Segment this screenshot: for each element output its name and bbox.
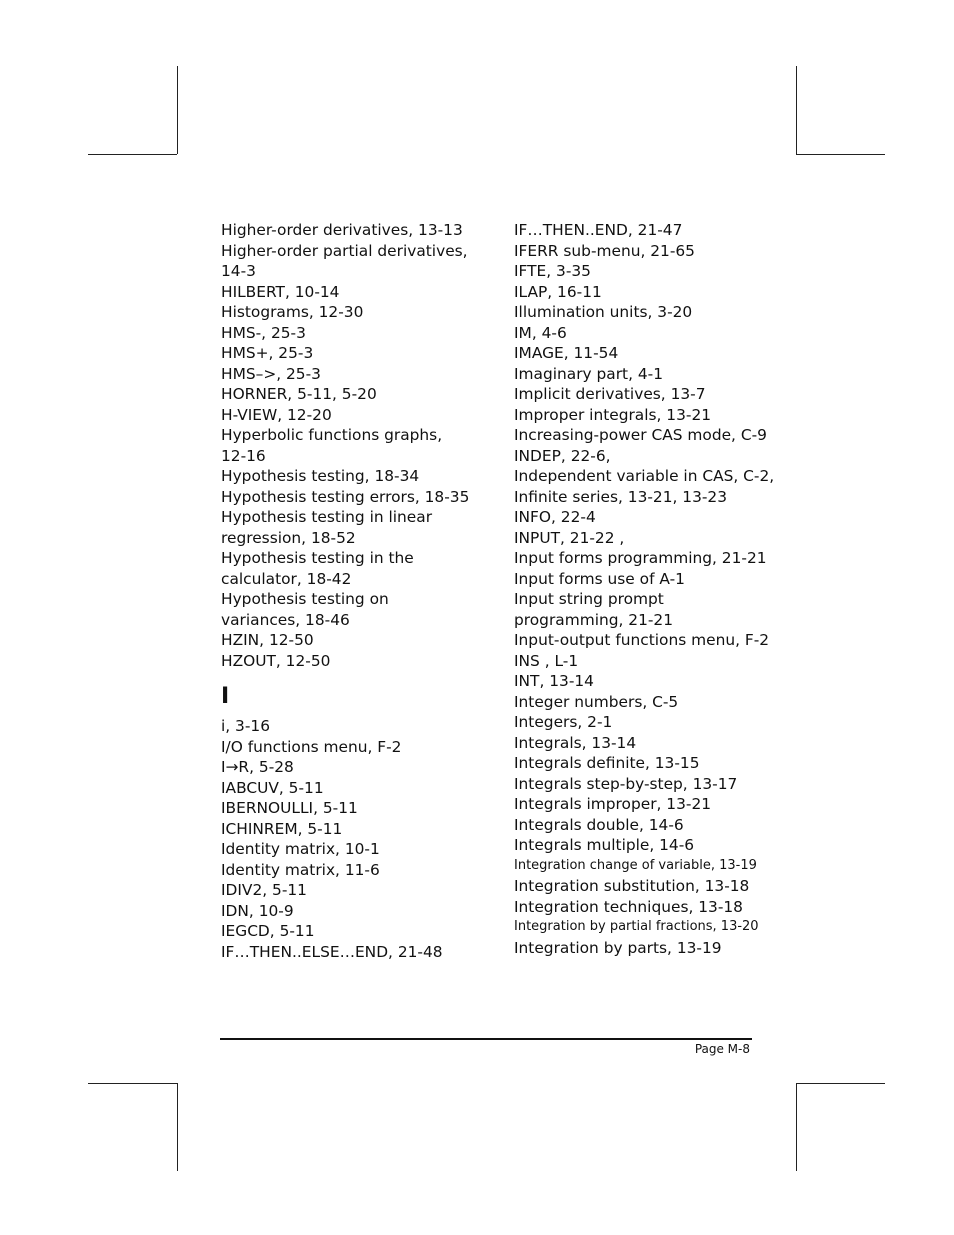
index-entry: Integration by partial fractions, 13-20 (514, 919, 759, 934)
index-entry: Integration techniques, 13-18 (514, 897, 743, 916)
crop-mark (177, 66, 178, 154)
index-entry: Hypothesis testing, 18-34 (221, 467, 420, 485)
index-entry: I→R, 5-28 (221, 758, 294, 776)
index-entry: Integer numbers, C-5 (514, 692, 679, 711)
index-entry: INT, 13-14 (514, 672, 594, 690)
index-entry: IDIV2, 5-11 (221, 881, 307, 899)
index-entry: Integers, 2-1 (514, 713, 613, 731)
index-entry: HORNER, 5-11, 5-20 (221, 385, 377, 403)
index-entry: HZIN, 12-50 (221, 631, 314, 649)
index-entry: Input-output functions menu, F-2 (514, 631, 770, 649)
index-entry: Higher-order derivatives, 13-13 (221, 221, 463, 239)
index-right-column (514, 220, 775, 958)
index-entry: HMS+, 25-3 (221, 344, 314, 362)
index-entry: Increasing-power CAS mode, C-9 (514, 426, 767, 444)
index-entry: Identity matrix, 11-6 (221, 860, 380, 879)
crop-mark (177, 1083, 178, 1171)
index-entry: Integrals multiple, 14-6 (514, 836, 695, 854)
index-entry: HILBERT, 10-14 (221, 282, 340, 301)
index-entry: Integration change of variable, 13-19 (514, 857, 757, 873)
index-entry: Hypothesis testing errors, 18-35 (221, 487, 470, 506)
index-entry: Hypothesis testing in linear regression, 18-52 (221, 508, 433, 547)
index-entry: IFERR sub-menu, 21-65 (514, 241, 695, 260)
index-entry: ICHINREM, 5-11 (221, 819, 343, 838)
index-left-column (221, 220, 471, 962)
index-entry: Input forms use of A-1 (514, 569, 685, 588)
index-entry: IEGCD, 5-11 (221, 922, 315, 940)
crop-mark (796, 1083, 797, 1171)
index-entry: IF…THEN..END, 21-47 (514, 221, 683, 239)
page-number: Page M-8 (694, 1042, 750, 1056)
index-entry: IABCUV, 5-11 (221, 778, 324, 797)
footer-rule (220, 1038, 752, 1040)
index-entry: IFTE, 3-35 (514, 262, 591, 280)
index-entry: IBERNOULLI, 5-11 (221, 799, 358, 817)
index-entry: INDEP, 22-6, (514, 446, 611, 465)
index-entry: Independent variable in CAS, C-2, (514, 467, 775, 485)
index-entry: H-VIEW, 12-20 (221, 405, 332, 424)
index-entry: Illumination units, 3-20 (514, 303, 693, 321)
index-entry: Hyperbolic functions graphs, 12-16 (221, 426, 443, 465)
index-entry: Hypothesis testing in the calculator, 18-42 (221, 549, 414, 588)
index-entry: INFO, 22-4 (514, 508, 596, 526)
index-entry: Identity matrix, 10-1 (221, 840, 380, 858)
index-entry: Histograms, 12-30 (221, 303, 364, 321)
index-entry: HMS–>, 25-3 (221, 364, 321, 383)
index-entry: IF…THEN..ELSE…END, 21-48 (221, 942, 443, 961)
crop-mark (796, 66, 797, 154)
index-entry: Infinite series, 13-21, 13-23 (514, 487, 728, 506)
index-entry: Integrals improper, 13-21 (514, 795, 712, 813)
index-entry: HZOUT, 12-50 (221, 651, 331, 670)
crop-mark (796, 1083, 885, 1084)
crop-mark (88, 1083, 177, 1084)
crop-mark (88, 154, 177, 155)
section-letter: I (221, 684, 230, 709)
index-entry: IM, 4-6 (514, 323, 567, 342)
index-entry: Imaginary part, 4-1 (514, 364, 664, 383)
index-entry: Input forms programming, 21-21 (514, 549, 767, 567)
index-entry: HMS-, 25-3 (221, 323, 306, 342)
index-entry: INS , L-1 (514, 651, 579, 670)
index-entry: Integrals definite, 13-15 (514, 754, 700, 772)
index-entry: IDN, 10-9 (221, 901, 294, 920)
index-entry: Integrals double, 14-6 (514, 815, 684, 834)
index-entry: IMAGE, 11-54 (514, 344, 619, 362)
index-entry: Input string prompt programming, 21-21 (514, 590, 673, 629)
index-entry: Implicit derivatives, 13-7 (514, 385, 706, 403)
index-entry: Integration substitution, 13-18 (514, 877, 750, 895)
index-entry: INPUT, 21-22 , (514, 528, 625, 547)
crop-mark (796, 154, 885, 155)
index-entry: Integrals step-by-step, 13-17 (514, 774, 738, 793)
index-entry: Integrals, 13-14 (514, 733, 637, 752)
index-entry: I/O functions menu, F-2 (221, 737, 402, 756)
index-entry: Hypothesis testing on variances, 18-46 (221, 590, 389, 629)
index-entry: ILAP, 16-11 (514, 282, 602, 301)
index-entry: i, 3-16 (221, 717, 270, 735)
index-entry: Improper integrals, 13-21 (514, 405, 712, 424)
index-entry: Integration by parts, 13-19 (514, 938, 722, 957)
index-entry: Higher-order partial derivatives, 14-3 (221, 241, 468, 280)
